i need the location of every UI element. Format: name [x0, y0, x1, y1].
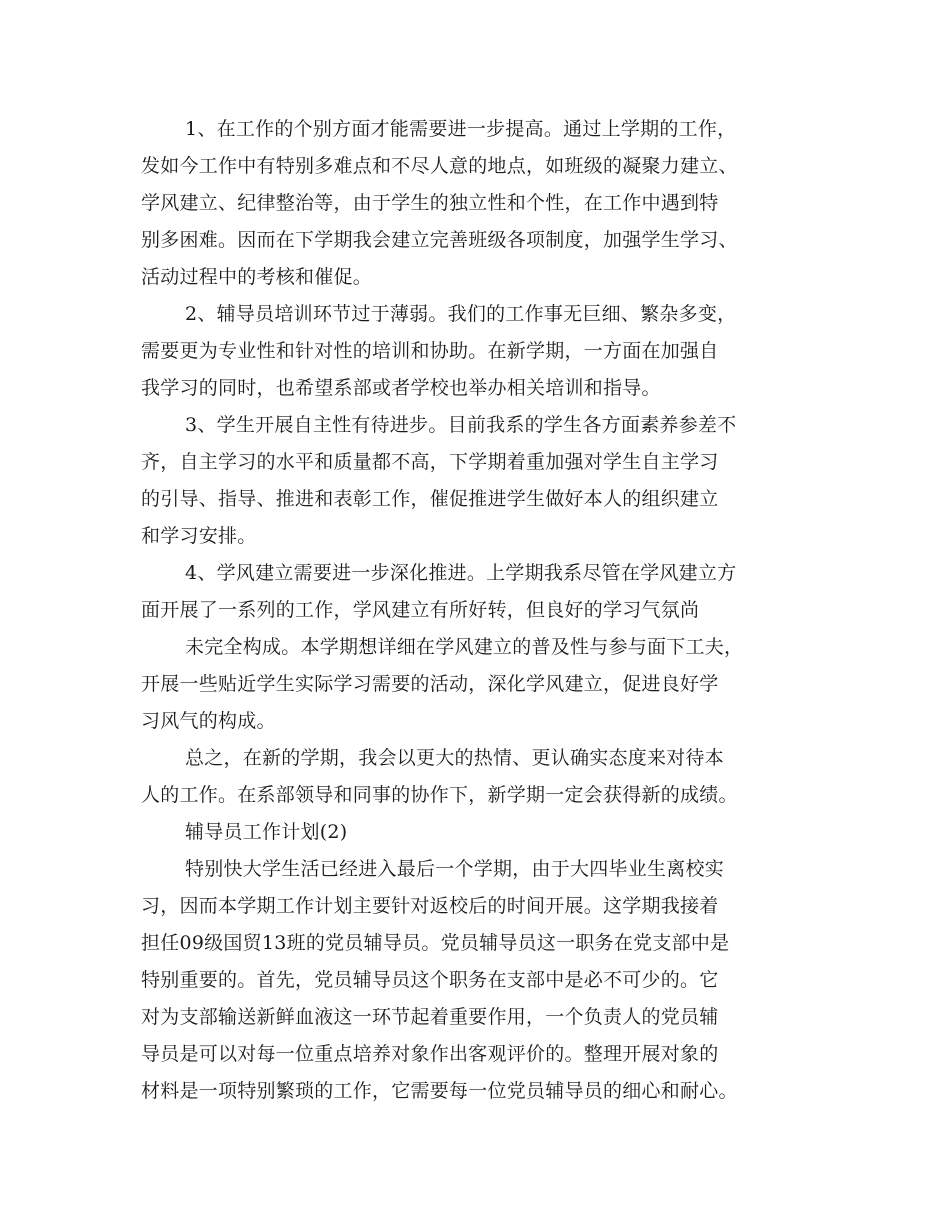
paragraph-line: 我学习的同时，也希望系部或者学校也举办相关培训和指导。	[141, 377, 661, 399]
paragraph-line: 2、辅导员培训环节过于薄弱。我们的工作事无巨细、繁杂多变，	[185, 303, 737, 325]
paragraph-line: 特别重要的。首先，党员辅导员这个职务在支部中是必不可少的。它	[141, 969, 719, 991]
paragraph-line: 发如今工作中有特别多难点和不尽人意的地点，如班级的凝聚力建立、	[141, 155, 738, 177]
paragraph-line: 1、在工作的个别方面才能需要进一步提高。通过上学期的工作，	[185, 118, 737, 140]
paragraph-line: 活动过程中的考核和催促。	[141, 266, 373, 288]
paragraph-line: 材料是一项特别繁琐的工作，它需要每一位党员辅导员的细心和耐心。	[141, 1080, 738, 1102]
paragraph-line: 开展一些贴近学生实际学习需要的活动，深化学风建立，促进良好学	[141, 673, 719, 695]
paragraph-line: 习，因而本学期工作计划主要针对返校后的时间开展。这学期我接着	[141, 895, 719, 917]
paragraph-line: 需要更为专业性和针对性的培训和协助。在新学期，一方面在加强自	[141, 340, 719, 362]
paragraph-line: 人的工作。在系部领导和同事的协作下，新学期一定会获得新的成绩。	[141, 784, 738, 806]
paragraph-line: 习风气的构成。	[141, 710, 276, 732]
paragraph-line: 未完全构成。本学期想详细在学风建立的普及性与参与面下工夫，	[185, 636, 744, 658]
paragraph-line: 对为支部输送新鲜血液这一环节起着重要作用，一个负责人的党员辅	[141, 1006, 719, 1028]
paragraph-line: 3、学生开展自主性有待进步。目前我系的学生各方面素养参差不	[185, 414, 737, 436]
paragraph-line: 4、学风建立需要进一步深化推进。上学期我系尽管在学风建立方	[185, 562, 737, 584]
paragraph-line: 别多困难。因而在下学期我会建立完善班级各项制度，加强学生学习、	[141, 229, 738, 251]
paragraph-line: 特别快大学生活已经进入最后一个学期，由于大四毕业生离校实	[185, 858, 725, 880]
paragraph-line: 学风建立、纪律整治等，由于学生的独立性和个性，在工作中遇到特	[141, 192, 719, 214]
paragraph-line: 总之，在新的学期，我会以更大的热情、更认确实态度来对待本	[185, 747, 725, 769]
paragraph-line: 齐，自主学习的水平和质量都不高，下学期着重加强对学生自主学习	[141, 451, 719, 473]
paragraph-line: 的引导、指导、推进和表彰工作，催促推进学生做好本人的组织建立	[141, 488, 719, 510]
paragraph-line: 担任09级国贸13班的党员辅导员。党员辅导员这一职务在党支部中是	[141, 932, 730, 954]
paragraph-line: 和学习安排。	[141, 525, 257, 547]
paragraph-line: 导员是可以对每一位重点培养对象作出客观评价的。整理开展对象的	[141, 1043, 719, 1065]
paragraph-line: 面开展了一系列的工作，学风建立有所好转，但良好的学习气氛尚	[141, 599, 700, 621]
section-heading: 辅导员工作计划(2)	[185, 821, 348, 843]
